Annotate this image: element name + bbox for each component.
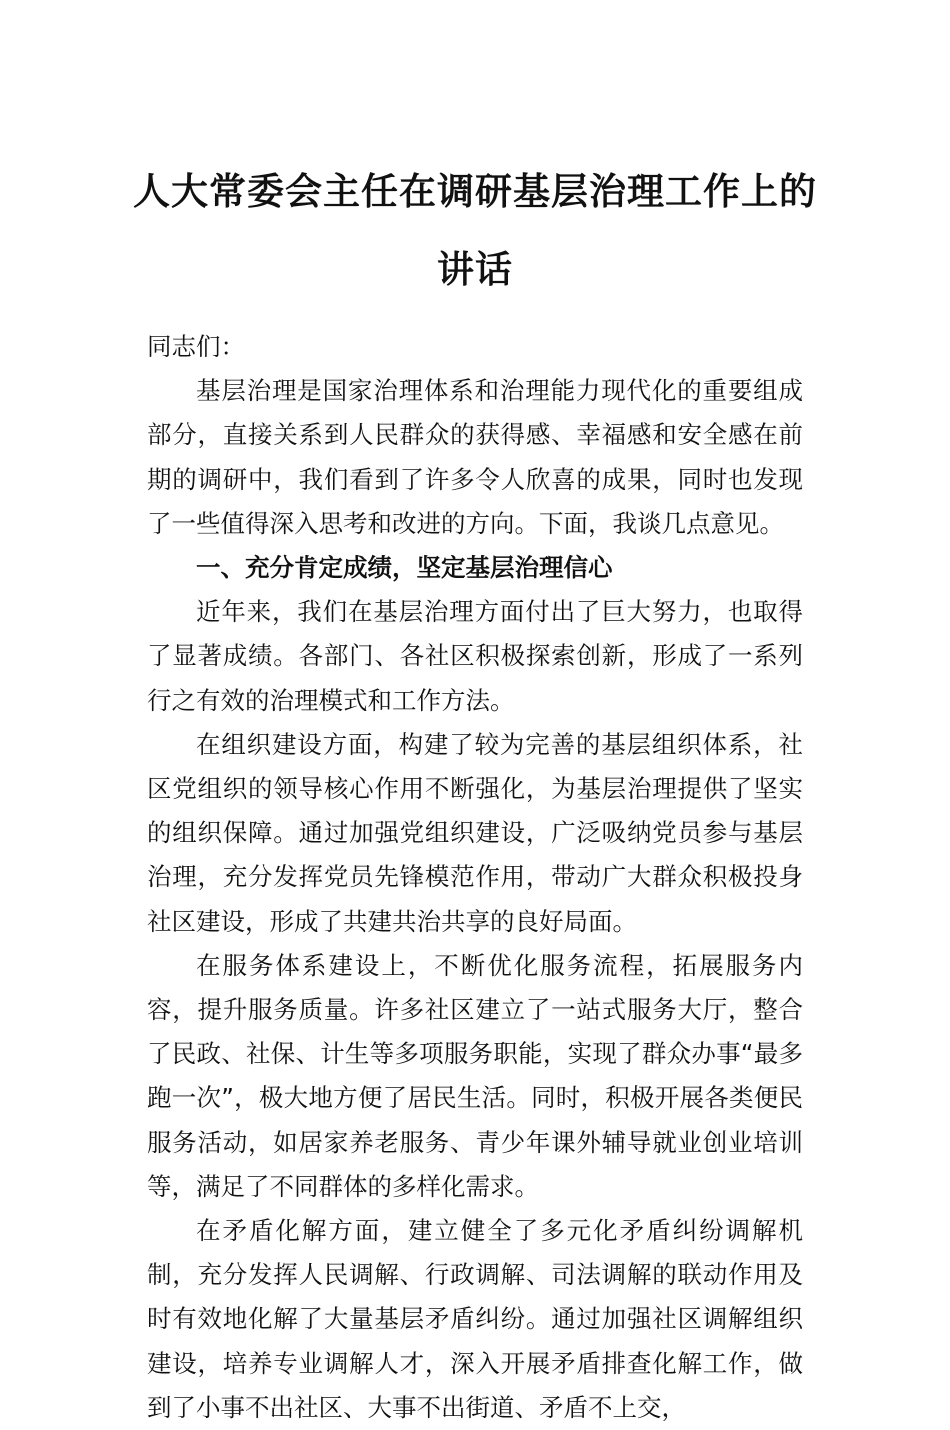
paragraph-service: 在服务体系建设上，不断优化服务流程，拓展服务内容，提升服务质量。许多社区建立了一站式服务大厅，整合了民政、社保、计生等多项服务职能，实现了群众办事“最多跑一次”，极大地方便了居民生活。同时，积极开展各类便民服务活动，如居家养老服务、青少年课外辅导就业创业培训等，满足了不同群体的多样化需求。 xyxy=(147,950,803,1201)
document-body xyxy=(147,325,803,1430)
paragraph-intro: 基层治理是国家治理体系和治理能力现代化的重要组成部分，直接关系到人民群众的获得感、幸福感和安全感在前期的调研中，我们看到了许多令人欣喜的成果，同时也发现了一些值得深入思考和改进的方向。下面，我谈几点意见。 xyxy=(147,376,803,538)
salutation: 同志们： xyxy=(147,332,245,361)
section-heading-1: 一、充分肯定成绩，坚定基层治理信心 xyxy=(196,553,613,583)
paragraph-organization: 在组织建设方面，构建了较为完善的基层组织体系，社区党组织的领导核心作用不断强化，为基层治理提供了坚实的组织保障。通过加强党组织建设，广泛吸纳党员参与基层治理，充分发挥党员先锋模范作用，带动广大群众积极投身社区建设，形成了共建共治共享的良好局面。 xyxy=(147,729,803,936)
document-title: 人大常委会主任在调研基层治理工作上的讲话 xyxy=(133,169,817,291)
paragraph-achievements: 近年来，我们在基层治理方面付出了巨大努力，也取得了显著成绩。各部门、各社区积极探索创新，形成了一系列行之有效的治理模式和工作方法。 xyxy=(147,597,803,715)
paragraph-mediation: 在矛盾化解方面，建立健全了多元化矛盾纠纷调解机制，充分发挥人民调解、行政调解、司法调解的联动作用及时有效地化解了大量基层矛盾纠纷。通过加强社区调解组织建设，培养专业调解人才，深入开展矛盾排查化解工作，做到了小事不出社区、大事不出街道、矛盾不上交， xyxy=(147,1216,803,1422)
